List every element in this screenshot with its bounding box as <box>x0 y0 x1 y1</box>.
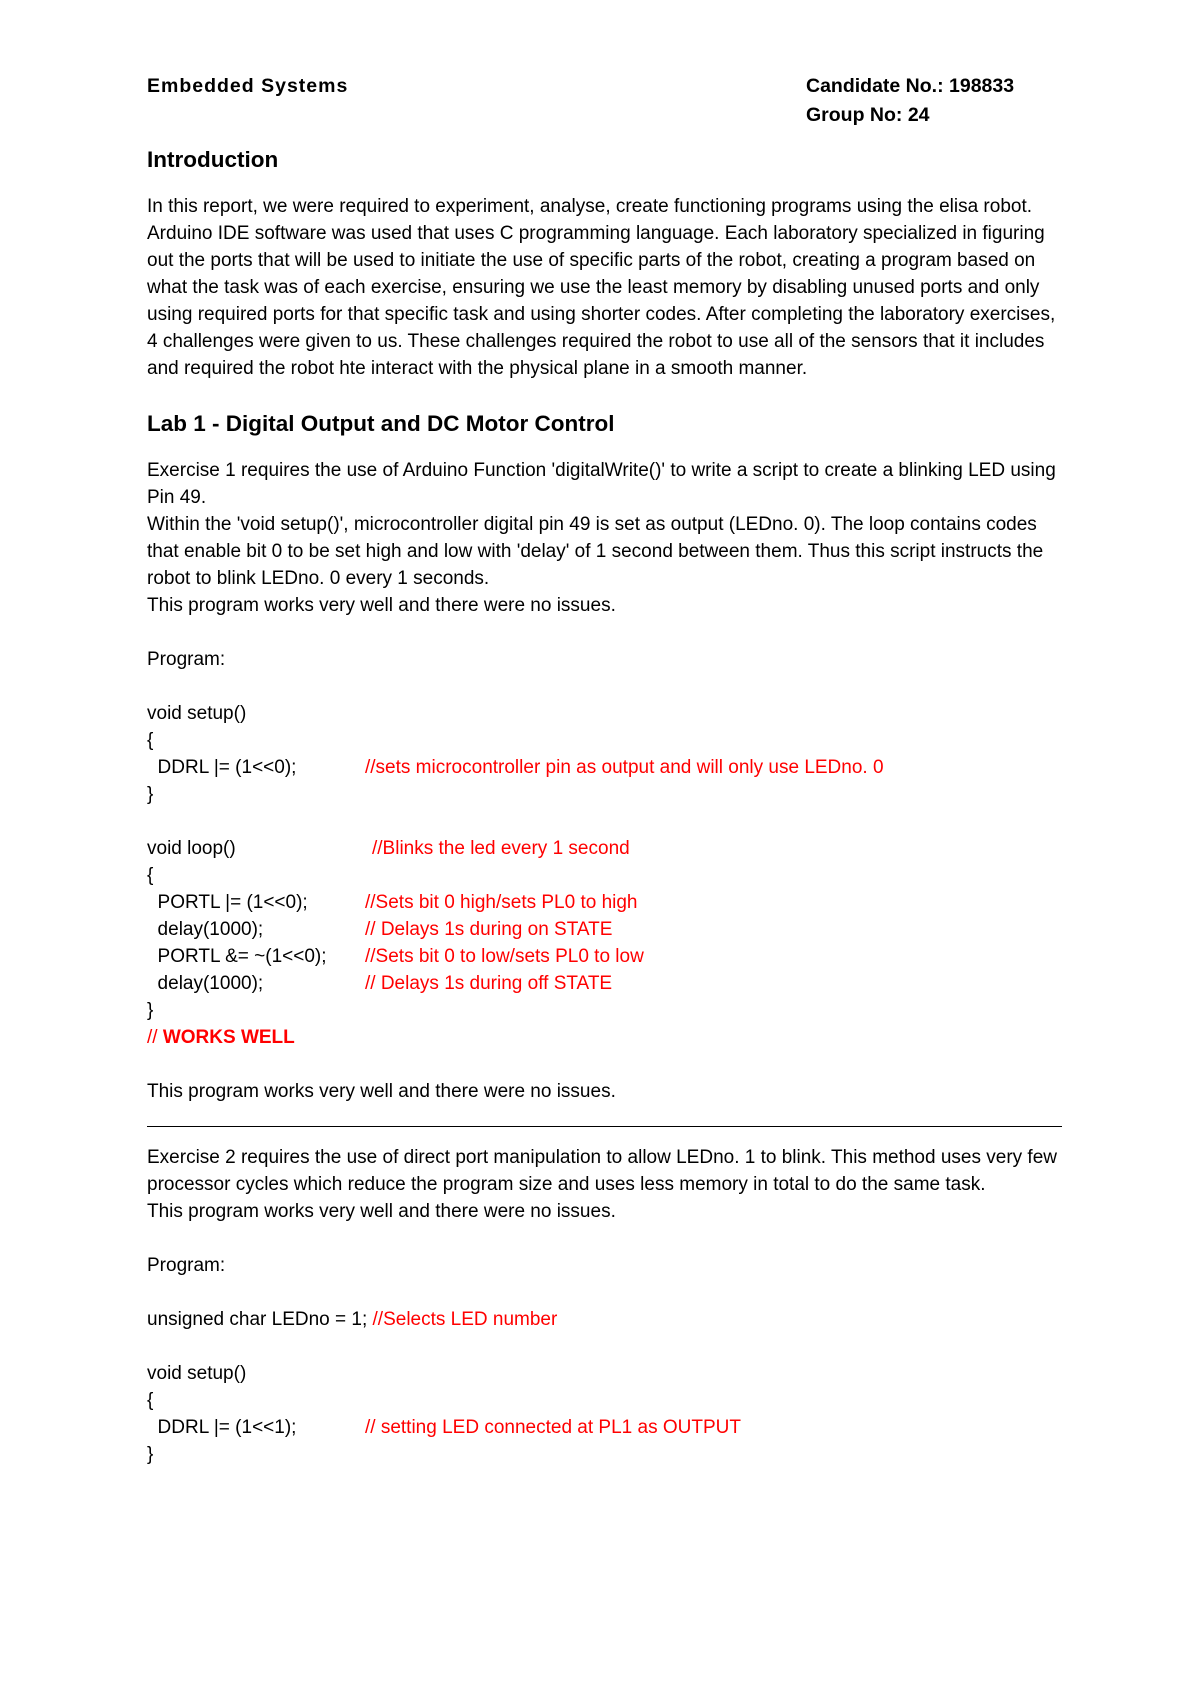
code-line <box>147 862 1062 889</box>
code-line <box>147 727 1062 754</box>
code-text: DDRL |= (1<<1); <box>147 1417 297 1438</box>
page-header <box>147 72 1062 132</box>
intro-paragraph: In this report, we were required to experiment, analyse, create functioning programs using the elisa robot. Arduino IDE software was used that uses C programming language. Each laboratory specialized in figuring out the ports that will be used to initiate the use of specific parts of the robot, creating a program based on what the task was of each exercise, ensuring we use the least memory by disabling unused ports and only using required ports for that specific task and using shorter codes. After completing the laboratory exercises, 4 challenges were given to us. These challenges required the robot to use all of the sensors that it includes and required the robot hte interact with the physical plane in a smooth manner. <box>147 196 1056 379</box>
code-line <box>147 970 1062 997</box>
code-line <box>147 1414 1062 1441</box>
code-comment: //Sets bit 0 high/sets PL0 to high <box>365 892 638 913</box>
ex1-program-label: Program: <box>147 649 226 670</box>
code-comment: //Selects LED number <box>372 1309 558 1330</box>
ex1-code-block <box>147 700 1062 1051</box>
code-line <box>147 1387 1062 1414</box>
ex2-paragraph-2: This program works very well and there were no issues. <box>147 1201 616 1222</box>
code-text: unsigned char LEDno = 1; <box>147 1309 373 1330</box>
code-text: delay(1000); <box>147 919 264 940</box>
code-text: delay(1000); <box>147 973 264 994</box>
code-comment: // Delays 1s during on STATE <box>365 919 613 940</box>
ex2-paragraph-1: Exercise 2 requires the use of direct port manipulation to allow LEDno. 1 to blink. This method uses very few processor cycles which reduce the program size and uses less memory in total to do the same task. <box>147 1147 1057 1195</box>
code-line <box>147 835 1062 862</box>
code-comment: // Delays 1s during off STATE <box>365 973 613 994</box>
code-comment: //Blinks the led every 1 second <box>372 838 630 859</box>
code-line <box>147 1441 1062 1468</box>
code-line <box>147 754 1062 781</box>
works-well-prefix: // <box>147 1027 163 1048</box>
code-line <box>147 700 1062 727</box>
code-line <box>147 1306 1062 1333</box>
code-line <box>147 781 1062 808</box>
code-text: void loop() <box>147 838 236 859</box>
course-title: Embedded Systems <box>147 75 349 97</box>
ex1-paragraph-3: This program works very well and there were no issues. <box>147 595 616 616</box>
code-line <box>147 1360 1062 1387</box>
code-text: PORTL &= ~(1<<0); <box>147 946 327 967</box>
code-text: void setup() <box>147 1363 247 1384</box>
code-text: DDRL |= (1<<0); <box>147 757 297 778</box>
ex2-program-label: Program: <box>147 1255 226 1276</box>
ex1-paragraph-2: Within the 'void setup()', microcontroller digital pin 49 is set as output (LEDno. 0). The loop contains codes that enable bit 0 to be set high and low with 'delay' of 1 second between them. Thus this script instructs the robot to blink LEDno. 0 every 1 seconds. <box>147 514 1044 589</box>
code-text: { <box>147 730 154 751</box>
document-page <box>147 72 1062 1468</box>
code-text: } <box>147 1000 154 1021</box>
code-text: } <box>147 784 154 805</box>
ex1-closing: This program works very well and there were no issues. <box>147 1081 616 1102</box>
code-text: void setup() <box>147 703 247 724</box>
code-comment: //sets microcontroller pin as output and will only use LEDno. 0 <box>365 757 884 778</box>
candidate-info <box>806 72 1014 130</box>
section-divider <box>147 1126 1062 1127</box>
intro-heading: Introduction <box>147 147 279 172</box>
lab1-heading: Lab 1 - Digital Output and DC Motor Control <box>147 411 615 436</box>
code-line <box>147 943 1062 970</box>
works-well-note <box>147 1024 1062 1051</box>
code-text: { <box>147 1390 154 1411</box>
ex2-code-block <box>147 1306 1062 1468</box>
code-line <box>147 916 1062 943</box>
code-line <box>147 889 1062 916</box>
works-well-label: WORKS WELL <box>162 1027 295 1048</box>
candidate-number: Candidate No.: 198833 <box>806 75 1015 97</box>
code-text: } <box>147 1444 154 1465</box>
code-comment: //Sets bit 0 to low/sets PL0 to low <box>365 946 644 967</box>
ex1-paragraph-1: Exercise 1 requires the use of Arduino Function 'digitalWrite()' to write a script to create a blinking LED using Pin 49. <box>147 460 1056 508</box>
group-number: Group No: 24 <box>806 104 930 126</box>
code-line <box>147 997 1062 1024</box>
code-comment: // setting LED connected at PL1 as OUTPUT <box>365 1417 741 1438</box>
code-text: PORTL |= (1<<0); <box>147 892 308 913</box>
code-text: { <box>147 865 154 886</box>
